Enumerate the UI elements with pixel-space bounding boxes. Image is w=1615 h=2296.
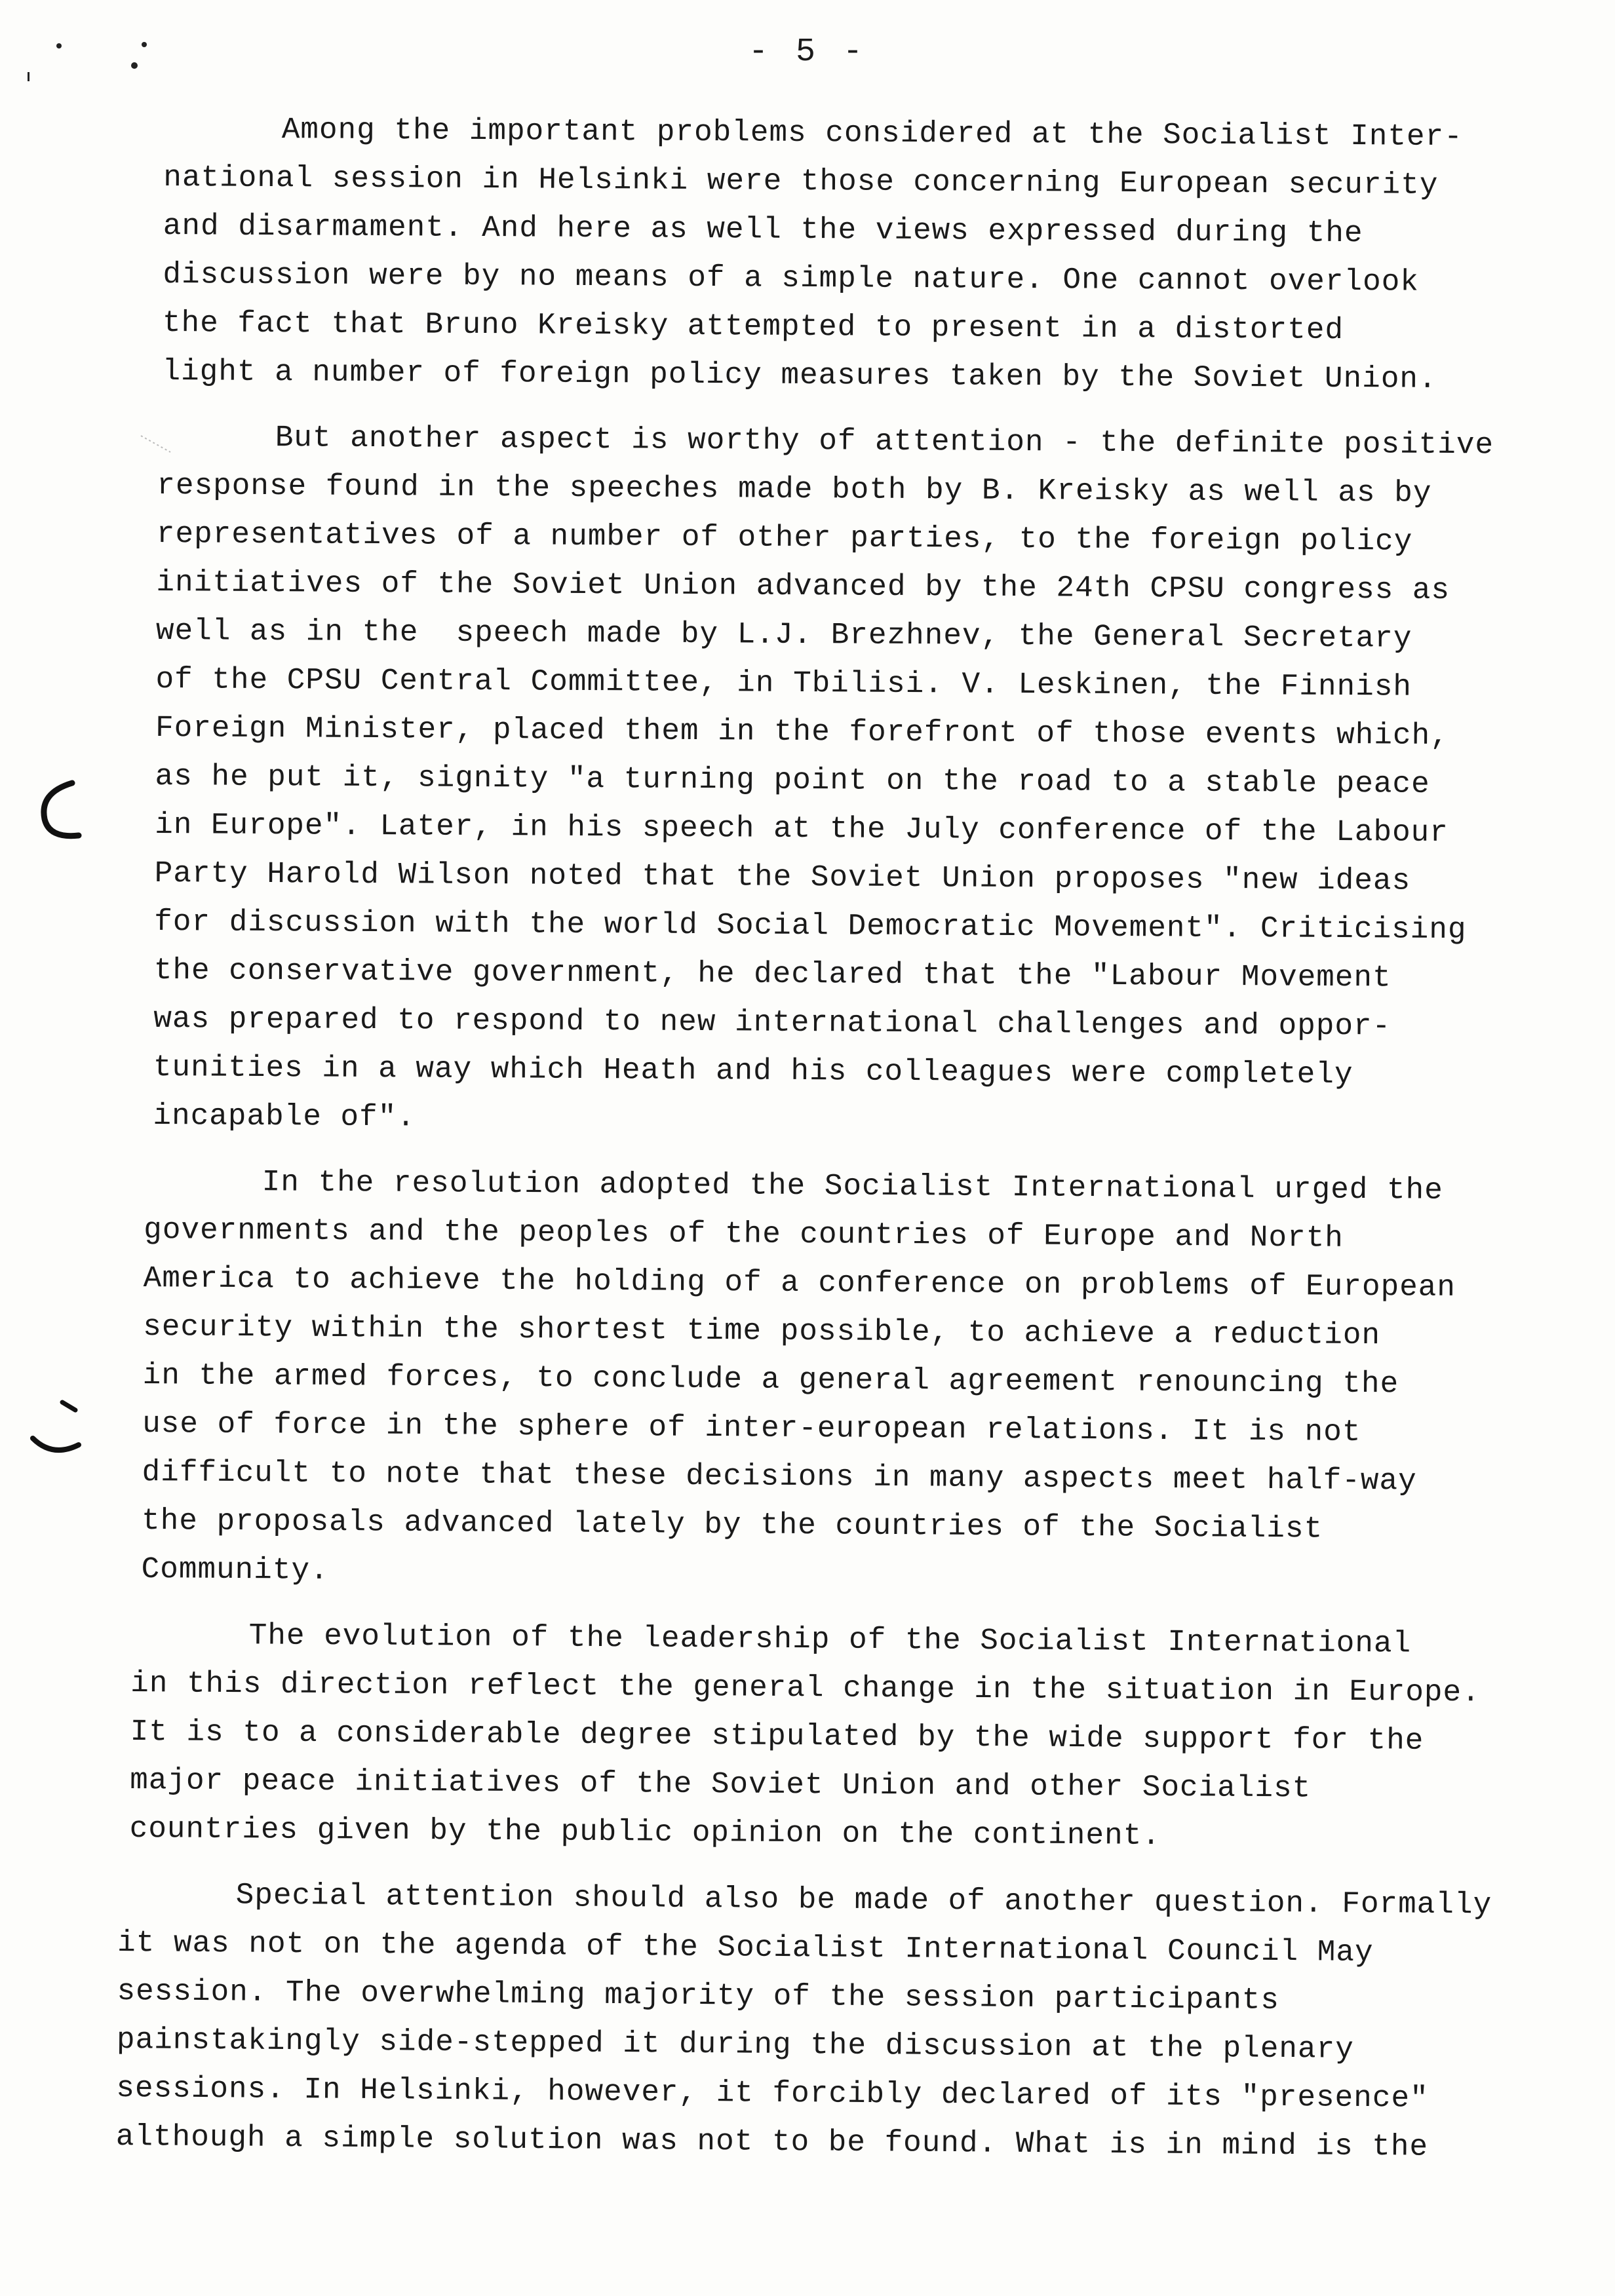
text-line: of the CPSU Central Committee, in Tbilisi. V. Leskinen, the Finnish <box>155 662 1412 704</box>
text-line: it was not on the agenda of the Socialist International Council May <box>117 1925 1374 1970</box>
text-line: the fact that Bruno Kreisky attempted to present in a distorted <box>162 305 1344 348</box>
paragraph-5 <box>116 1870 1547 2172</box>
text-line: Foreign Minister, placed them in the forefront of those events which, <box>155 710 1449 754</box>
text-line: tunities in a way which Heath and his colleagues were completely <box>153 1050 1353 1092</box>
text-line: Special attention should also be made of another question. Formally <box>235 1878 1492 1923</box>
text-line: session. The overwhelming majority of the session participants <box>117 1974 1280 2018</box>
body-text <box>115 105 1547 2164</box>
paragraph-2 <box>153 413 1547 1149</box>
text-line: In the resolution adopted the Socialist International urged the <box>262 1165 1443 1208</box>
text-line: The evolution of the leadership of the Socialist International <box>248 1618 1412 1661</box>
text-line: But another aspect is worthy of attention - the definite positive <box>275 421 1494 463</box>
text-line: countries given by the public opinion on the continent. <box>129 1811 1161 1853</box>
text-line: Community. <box>141 1552 329 1588</box>
text-line: initiatives of the Soviet Union advanced by the 24th CPSU congress as <box>156 565 1450 608</box>
paragraph-4 <box>129 1611 1547 1863</box>
text-line: painstakingly side-stepped it during the discussion at the plenary <box>116 2022 1355 2067</box>
text-line: representatives of a number of other parties, to the foreign policy <box>156 516 1413 559</box>
text-line: was prepared to respond to new international challenges and oppor- <box>153 1001 1391 1044</box>
text-line: America to achieve the holding of a conference on problems of European <box>143 1261 1456 1305</box>
text-line: sessions. In Helsinki, however, it forcibly declared of its "presence" <box>116 2071 1429 2116</box>
text-line: security within the shortest time possible, to achieve a reduction <box>143 1309 1381 1353</box>
text-line: well as in the speech made by L.J. Brezhnev, the General Secretary <box>155 613 1412 656</box>
text-line: response found in the speeches made both by B. Kreisky as well as by <box>157 468 1432 510</box>
text-line: in this direction reflect the general change in the situation in Europe. <box>130 1666 1481 1710</box>
text-line: difficult to note that these decisions in many aspects meet half-way <box>142 1455 1417 1499</box>
text-line: in Europe". Later, in his speech at the July conference of the Labour <box>154 807 1449 851</box>
text-line: It is to a considerable degree stipulated by the wide support for the <box>130 1714 1424 1758</box>
text-line: although a simple solution was not to be found. What is in mind is the <box>115 2119 1429 2164</box>
text-line: as he put it, signity "a turning point on the road to a stable peace <box>155 759 1430 801</box>
text-line: national session in Helsinki were those concerning European security <box>163 160 1439 202</box>
text-line: the proposals advanced lately by the countries of the Socialist <box>141 1503 1323 1546</box>
text-line: the conservative government, he declared that the "Labour Movement <box>153 953 1391 995</box>
text-line: incapable of". <box>153 1098 416 1135</box>
text-line: light a number of foreign policy measures taken by the Soviet Union. <box>162 354 1437 396</box>
text-line: for discussion with the world Social Democratic Movement". Criticising <box>154 904 1467 947</box>
page-number: - 5 - <box>748 33 867 71</box>
text-line: governments and the peoples of the countries of Europe and North <box>144 1212 1344 1255</box>
hole-punch-arc-mark <box>33 773 85 852</box>
text-line: and disarmament. And here as well the views expressed during the <box>163 208 1363 251</box>
text-line: discussion were by no means of a simple nature. One cannot overlook <box>163 257 1420 299</box>
paragraph-1 <box>162 105 1547 404</box>
paragraph-3 <box>141 1157 1547 1603</box>
text-line: Party Harold Wilson noted that the Soviet Union proposes "new ideas <box>154 856 1411 898</box>
text-line: major peace initiatives of the Soviet Union and other Socialist <box>130 1763 1312 1806</box>
hole-punch-arc-mark-lower <box>26 1389 85 1468</box>
text-line: use of force in the sphere of inter-european relations. It is not <box>142 1406 1361 1449</box>
text-line: Among the important problems considered at the Socialist Inter- <box>281 113 1463 155</box>
text-line: in the armed forces, to conclude a general agreement renouncing the <box>142 1358 1399 1402</box>
